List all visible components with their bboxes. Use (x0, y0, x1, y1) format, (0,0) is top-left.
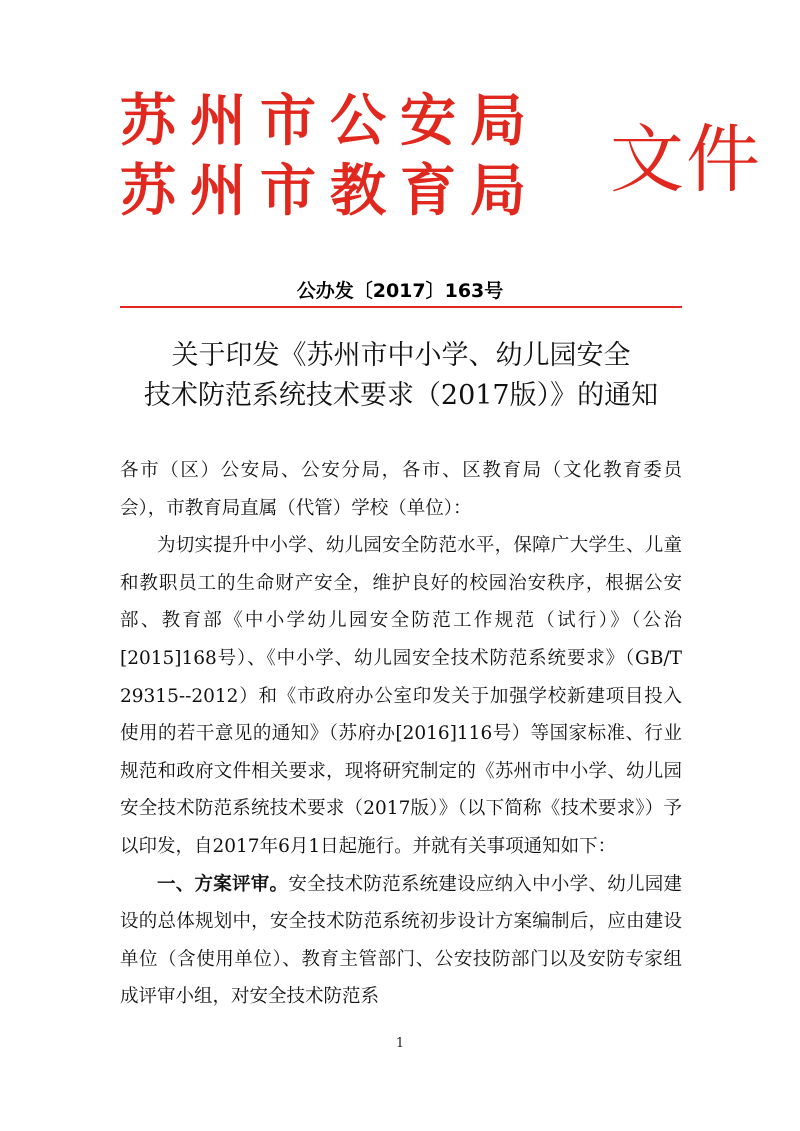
document-number: 公办发〔2017〕163号 (296, 280, 504, 302)
document-word-wenjian: 文件 (610, 117, 762, 203)
document-header (120, 89, 762, 232)
title-line-1: 关于印发《苏州市中小学、幼儿园安全 (171, 340, 631, 371)
body-paragraph: 为切实提升中小学、幼儿园安全防范水平，保障广大学生、儿童和教职员工的生命财产安全，维护良好的校园治安秩序，根据公安部、教育部《中小学幼儿园安全防范工作规范（试行）》（公治[2015]168号）、《中小学、幼儿园安全技术防范系统要求》（GB/T 29315--2012）和《市政府办公室印发关于加强学校新建项目投入使用的若干意见的通知》（苏府办[2016]116号）等国家标准、行业规范和政府文件相关要求，现将研究制定的《苏州市中小学、幼儿园安全技术防范系统技术要求（2017版）》（以下简称《技术要求》）予以印发，自2017年6月1日起施行。并就有关事项通知如下： (120, 535, 682, 857)
page-number: 1 (395, 1036, 405, 1051)
salutation: 各市（区）公安局、公安分局，各市、区教育局（文化教育委员会），市教育局直属（代管）学校（单位）： (120, 460, 682, 519)
section-paragraph (120, 866, 682, 1016)
document-body (120, 452, 682, 1016)
red-divider-line (120, 306, 682, 308)
section-text: 安全技术防范系统建设应纳入中小学、幼儿园建设的总体规划中，安全技术防范系统初步设计方案编制后，应由建设单位（含使用单位）、教育主管部门、公安技防部门以及安防专家组成评审小组，对安全技术防范系 (120, 873, 682, 1008)
title-line-2: 技术防范系统技术要求（2017版）》的通知 (143, 380, 659, 411)
issuer-public-security-bureau: 苏州市公安局 (120, 89, 540, 154)
document-title (120, 336, 682, 416)
section-heading: 一、方案评审。 (157, 873, 289, 895)
issuer-education-bureau: 苏州市教育局 (120, 159, 540, 224)
